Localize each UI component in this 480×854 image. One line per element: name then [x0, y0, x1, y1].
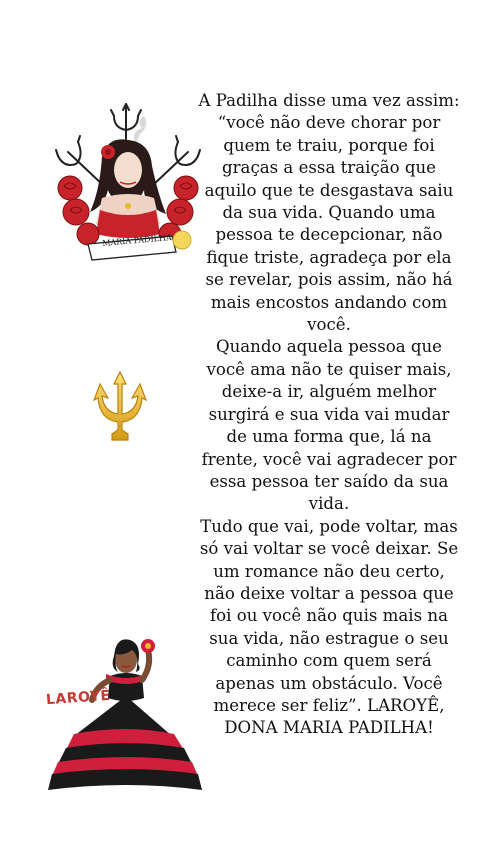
- trident-emoji-icon: [80, 368, 160, 448]
- emblem-banner-text: MARIA PADILHA: [101, 232, 173, 249]
- story-paragraph: A Padilha disse uma vez assim: “você não deve chorar por quem te traiu, porque foi graças a essa traição que aquilo que te desgastava saiu da sua vida. Quando uma pessoa te decepcionar, não fique triste, agradeça por ela se revelar, pois assim, não há mais encostos andando com você.: [198, 91, 460, 335]
- laroye-label: LAROYÊ: [45, 687, 112, 709]
- story-text: [198, 90, 460, 740]
- pomba-gira-dancer-icon: [44, 626, 208, 798]
- story-paragraph: Tudo que vai, pode voltar, mas só vai voltar se você deixar. Se um romance não deu certo, não deixe voltar a pessoa que foi ou você não quis mais na sua vida, não estrague o seu caminho com quem será apenas um obstáculo. Você merece ser feliz”. LAROYÊ, DONA MARIA PADILHA!: [199, 516, 459, 738]
- story-paragraph: Quando aquela pessoa que você ama não te quiser mais, deixe-a ir, alguém melhor surgirá e sua vida vai mudar de uma forma que, lá na frente, você vai agradecer por essa pessoa ter saído da sua vida.: [201, 337, 457, 514]
